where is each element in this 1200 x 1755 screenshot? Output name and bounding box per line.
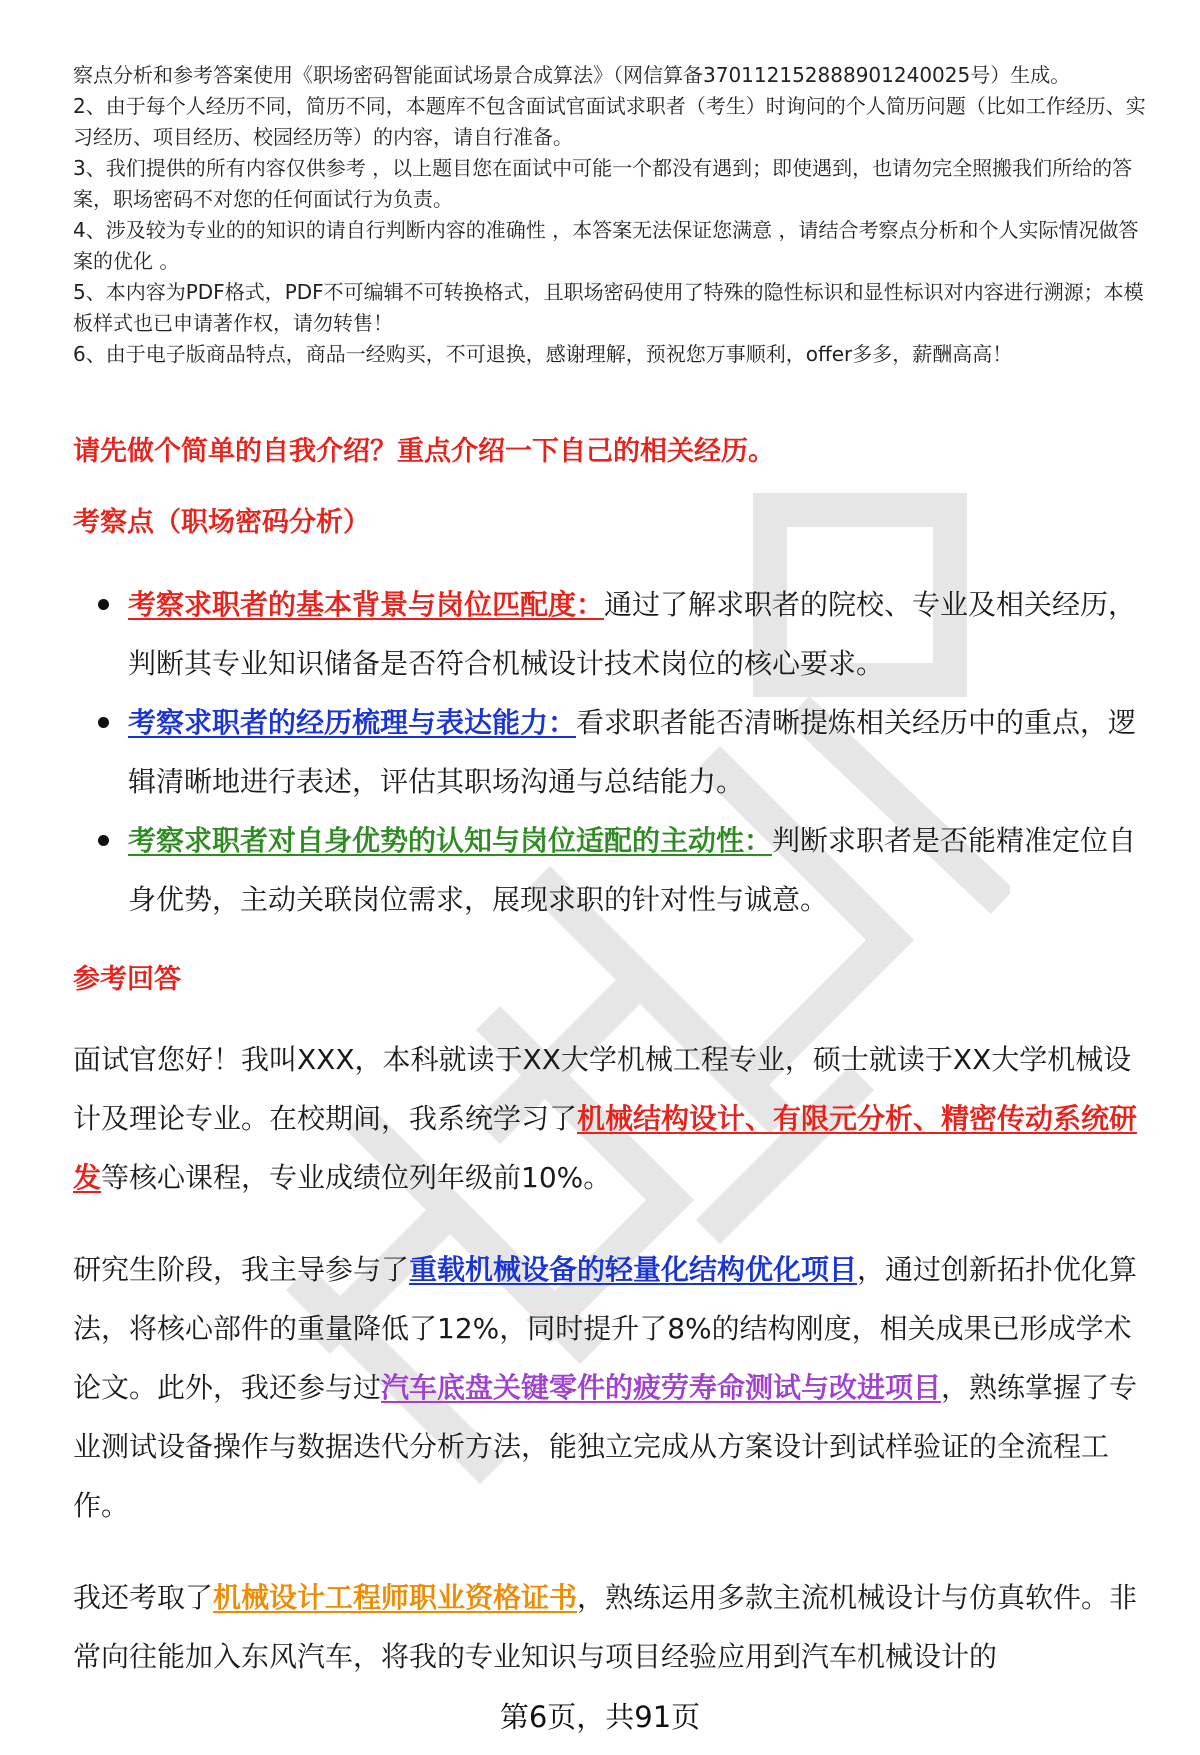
bullet-icon <box>98 835 109 846</box>
analysis-points <box>73 575 1158 929</box>
answer-text: ，熟练运用多款主流机械设计与仿真软件。非常向往能加入东风汽车，将我的专业知识与项目经验应用到汽车机械设计的 <box>73 1581 1138 1673</box>
note-6: 6、由于电子版商品特点，商品一经购买，不可退换，感谢理解，预祝您万事顺利，offer多多，薪酬高高！ <box>73 342 1013 366</box>
page-number: 第6页，共91页 <box>499 1700 701 1734</box>
point-label: 考察求职者的基本背景与岗位匹配度： <box>128 588 605 621</box>
answer-text: ，熟练掌握了专业测试设备操作与数据迭代分析方法，能独立完成从方案设计到试样验证的全流程工作。 <box>73 1371 1138 1522</box>
answer-text: 面试官您好！我叫XXX，本科就读于XX大学机械工程专业，硕士就读于XX大学机械设计及理论专业。在校期间，我系统学习了 <box>73 1043 1132 1135</box>
point-label: 考察求职者的经历梳理与表达能力： <box>128 706 577 739</box>
point-label: 考察求职者对自身优势的认知与岗位适配的主动性： <box>128 824 773 857</box>
answer-text: 等核心课程，专业成绩位列年级前10%。 <box>101 1161 612 1194</box>
answer-paragraph-2 <box>73 1240 1158 1535</box>
answer-text: 我还考取了 <box>73 1581 214 1614</box>
list-item <box>73 693 1158 811</box>
bullet-icon <box>98 717 109 728</box>
answer-paragraph-1 <box>73 1030 1158 1207</box>
answer-title: 参考回答 <box>73 964 181 995</box>
note-3: 3、我们提供的所有内容仅供参考 ，以上题目您在面试中可能一个都没有遇到；即使遇到，也请勿完全照搬我们所给的答案，职场密码不对您的任何面试行为负责。 <box>73 156 1133 211</box>
answer-highlight: 机械结构设计、有限元分析、精密传动系统研发 <box>73 1102 1138 1194</box>
note-2: 2、由于每个人经历不同，简历不同，本题库不包含面试官面试求职者（考生）时询问的个人简历问题（比如工作经历、实习经历、项目经历、校园经历等）的内容，请自行准备。 <box>73 94 1146 149</box>
answer-text: 研究生阶段，我主导参与了 <box>73 1253 410 1286</box>
point-text: 看求职者能否清晰提炼相关经历中的重点，逻辑清晰地进行表述，评估其职场沟通与总结能力。 <box>128 706 1137 798</box>
answer-text: ，通过创新拓扑优化算法，将核心部件的重量降低了12%，同时提升了8%的结构刚度，相关成果已形成学术论文。此外，我还参与过 <box>73 1253 1138 1404</box>
note-1: 察点分析和参考答案使用《职场密码智能面试场景合成算法》（网信算备370112152888901240025号）生成。 <box>73 63 1071 87</box>
list-item <box>73 575 1158 693</box>
answer-highlight: 机械设计工程师职业资格证书 <box>213 1581 578 1614</box>
bullet-icon <box>98 599 109 610</box>
analysis-title: 考察点（职场密码分析） <box>73 507 370 538</box>
answer-highlight: 汽车底盘关键零件的疲劳寿命测试与改进项目 <box>381 1371 942 1404</box>
list-item <box>73 811 1158 929</box>
point-text: 判断求职者是否能精准定位自身优势，主动关联岗位需求，展现求职的针对性与诚意。 <box>128 824 1137 916</box>
answer-highlight: 重载机械设备的轻量化结构优化项目 <box>409 1253 858 1286</box>
point-text: 通过了解求职者的院校、专业及相关经历，判断其专业知识储备是否符合机械设计技术岗位的核心要求。 <box>128 588 1137 680</box>
note-4: 4、涉及较为专业的的知识的请自行判断内容的准确性 ，本答案无法保证您满意 ，请结合考察点分析和个人实际情况做答案的优化 。 <box>73 218 1139 273</box>
question-title: 请先做个简单的自我介绍？重点介绍一下自己的相关经历。 <box>73 436 775 467</box>
notes-block <box>73 60 1158 370</box>
answer-paragraph-3 <box>73 1568 1158 1686</box>
note-5: 5、本内容为PDF格式，PDF不可编辑不可转换格式，且职场密码使用了特殊的隐性标识和显性标识对内容进行溯源；本模板样式也已申请著作权，请勿转售！ <box>73 280 1144 335</box>
